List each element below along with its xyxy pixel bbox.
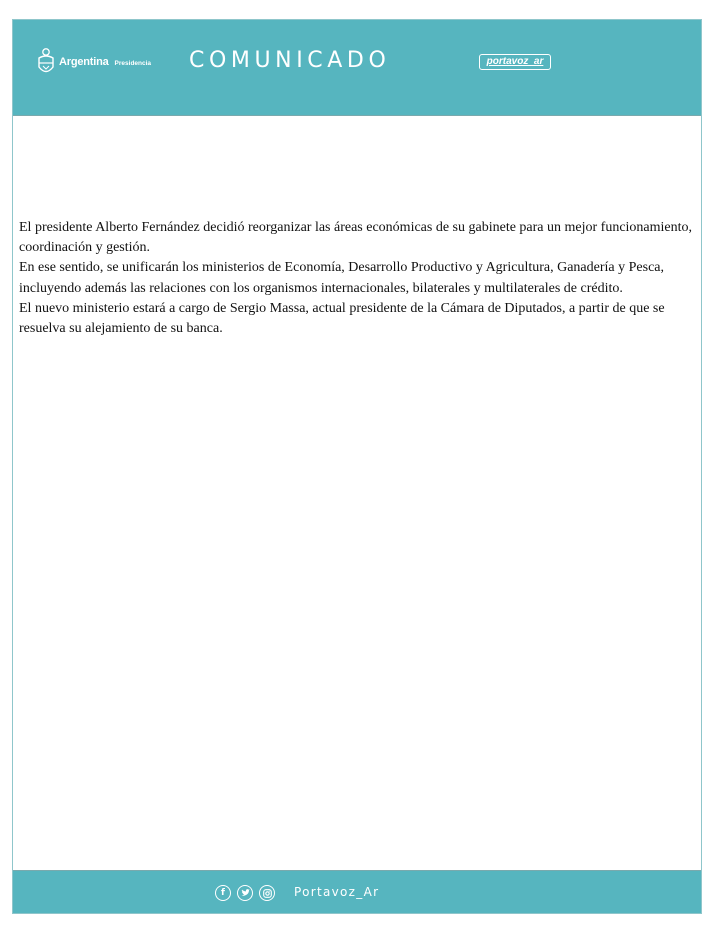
portavoz-badge: portavoz_ar — [479, 54, 551, 70]
logo-text: Argentina — [59, 56, 109, 68]
twitter-icon[interactable] — [237, 885, 253, 901]
paragraph-2: En ese sentido, se unificarán los ministerios de Economía, Desarrollo Productivo y Agricultura, Ganadería y Pesca, incluyendo además las relaciones con los organismos internacionales, bilaterales y multilaterales de crédito. — [19, 260, 664, 296]
document-frame — [12, 19, 702, 914]
paragraph-1: El presidente Alberto Fernández decidió reorganizar las áreas económicas de su gabinete para un mejor funcionamiento, coordinación y gestión. — [19, 220, 693, 256]
instagram-icon[interactable] — [259, 885, 275, 901]
logo-subtext: Presidencia — [114, 59, 152, 67]
coat-of-arms-icon — [37, 47, 55, 77]
social-icons — [215, 885, 275, 901]
facebook-icon[interactable]: f — [215, 885, 231, 901]
header-banner — [13, 20, 701, 116]
footer-banner — [13, 870, 701, 913]
paragraph-3: El nuevo ministerio estará a cargo de Sergio Massa, actual presidente de la Cámara de Diputados, a partir de que se resuelva su alejamiento de su banca. — [19, 300, 665, 337]
statement-body — [19, 218, 699, 339]
page-title: COMUNICADO — [189, 48, 391, 73]
portavoz-handle[interactable]: Portavoz_Ar — [294, 885, 380, 899]
argentina-presidencia-logo — [37, 47, 151, 77]
